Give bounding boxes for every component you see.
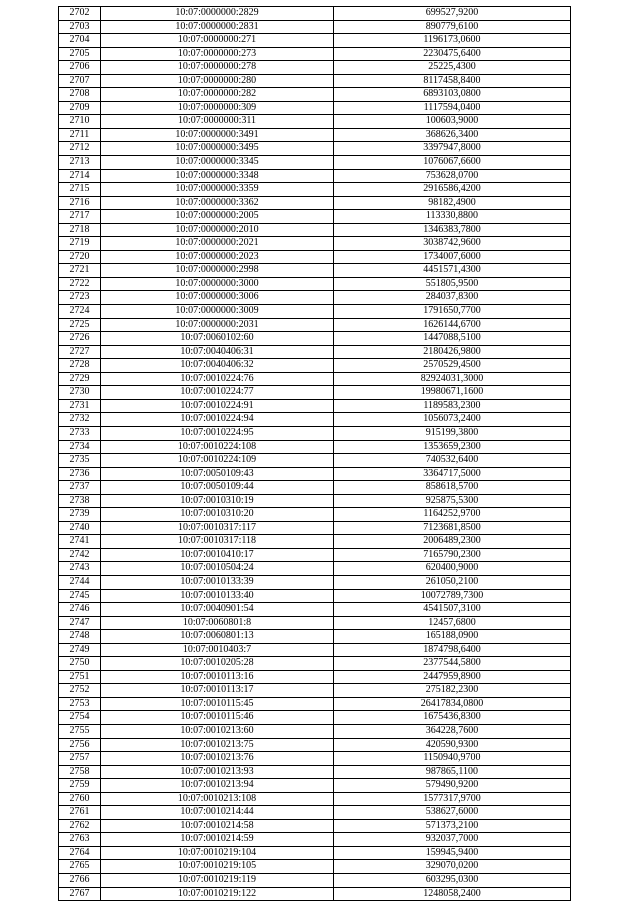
row-number-cell: 2713 [59, 156, 101, 170]
table-row [59, 305, 571, 319]
cadastral-number-cell: 10:07:0060102:60 [101, 332, 334, 346]
table-row [59, 603, 571, 617]
row-number-cell: 2745 [59, 589, 101, 603]
value-cell: 19980671,1600 [334, 386, 571, 400]
table-row [59, 128, 571, 142]
table-row [59, 183, 571, 197]
value-cell: 4451571,4300 [334, 264, 571, 278]
row-number-cell: 2733 [59, 426, 101, 440]
cadastral-number-cell: 10:07:0000000:3006 [101, 291, 334, 305]
row-number-cell: 2761 [59, 806, 101, 820]
table-row [59, 616, 571, 630]
value-cell: 2570529,4500 [334, 359, 571, 373]
value-cell: 113330,8800 [334, 210, 571, 224]
cadastral-number-cell: 10:07:0010504:24 [101, 562, 334, 576]
table-row [59, 74, 571, 88]
cadastral-number-cell: 10:07:0000000:280 [101, 74, 334, 88]
cadastral-number-cell: 10:07:0010224:76 [101, 372, 334, 386]
value-cell: 551805,9500 [334, 277, 571, 291]
row-number-cell: 2735 [59, 454, 101, 468]
row-number-cell: 2750 [59, 657, 101, 671]
row-number-cell: 2740 [59, 521, 101, 535]
value-cell: 1117594,0400 [334, 101, 571, 115]
table-row [59, 548, 571, 562]
row-number-cell: 2716 [59, 196, 101, 210]
cadastral-number-cell: 10:07:0010213:93 [101, 765, 334, 779]
value-cell: 4541507,3100 [334, 603, 571, 617]
row-number-cell: 2722 [59, 277, 101, 291]
row-number-cell: 2708 [59, 88, 101, 102]
value-cell: 420590,9300 [334, 738, 571, 752]
table-row [59, 752, 571, 766]
row-number-cell: 2739 [59, 508, 101, 522]
value-cell: 571373,2100 [334, 819, 571, 833]
table-row [59, 887, 571, 901]
table-row [59, 846, 571, 860]
row-number-cell: 2711 [59, 128, 101, 142]
value-cell: 2006489,2300 [334, 535, 571, 549]
value-cell: 2180426,9800 [334, 345, 571, 359]
value-cell: 98182,4900 [334, 196, 571, 210]
cadastral-number-cell: 10:07:0000000:2829 [101, 7, 334, 21]
table-row [59, 345, 571, 359]
cadastral-number-cell: 10:07:0040406:32 [101, 359, 334, 373]
row-number-cell: 2751 [59, 670, 101, 684]
row-number-cell: 2712 [59, 142, 101, 156]
table-row [59, 359, 571, 373]
table-row [59, 61, 571, 75]
row-number-cell: 2744 [59, 575, 101, 589]
document-page [58, 6, 570, 901]
value-cell: 261050,2100 [334, 575, 571, 589]
value-cell: 1076067,6600 [334, 156, 571, 170]
table-row [59, 115, 571, 129]
cadastral-number-cell: 10:07:0000000:309 [101, 101, 334, 115]
value-cell: 329070,0200 [334, 860, 571, 874]
value-cell: 925875,5300 [334, 494, 571, 508]
row-number-cell: 2724 [59, 305, 101, 319]
value-cell: 1791650,7700 [334, 305, 571, 319]
cadastral-number-cell: 10:07:0050109:44 [101, 481, 334, 495]
table-row [59, 494, 571, 508]
cadastral-number-cell: 10:07:0000000:2023 [101, 250, 334, 264]
row-number-cell: 2752 [59, 684, 101, 698]
table-row [59, 372, 571, 386]
cadastral-number-cell: 10:07:0000000:2831 [101, 20, 334, 34]
row-number-cell: 2763 [59, 833, 101, 847]
cadastral-number-cell: 10:07:0010213:60 [101, 724, 334, 738]
table-row [59, 765, 571, 779]
row-number-cell: 2754 [59, 711, 101, 725]
value-cell: 1189583,2300 [334, 399, 571, 413]
cadastral-number-cell: 10:07:0000000:3495 [101, 142, 334, 156]
table-row [59, 860, 571, 874]
table-row [59, 291, 571, 305]
table-row [59, 467, 571, 481]
table-row [59, 874, 571, 888]
cadastral-number-cell: 10:07:0010224:109 [101, 454, 334, 468]
table-row [59, 833, 571, 847]
table-row [59, 575, 571, 589]
cadastral-number-cell: 10:07:0010133:39 [101, 575, 334, 589]
table-row [59, 589, 571, 603]
table-row [59, 738, 571, 752]
value-cell: 7165790,2300 [334, 548, 571, 562]
table-row [59, 34, 571, 48]
row-number-cell: 2741 [59, 535, 101, 549]
value-cell: 2377544,5800 [334, 657, 571, 671]
row-number-cell: 2736 [59, 467, 101, 481]
row-number-cell: 2727 [59, 345, 101, 359]
table-row [59, 332, 571, 346]
table-row [59, 792, 571, 806]
value-cell: 699527,9200 [334, 7, 571, 21]
row-number-cell: 2764 [59, 846, 101, 860]
value-cell: 1150940,9700 [334, 752, 571, 766]
cadastral-number-cell: 10:07:0000000:278 [101, 61, 334, 75]
table-row [59, 508, 571, 522]
cadastral-number-cell: 10:07:0000000:3348 [101, 169, 334, 183]
value-cell: 1577317,9700 [334, 792, 571, 806]
table-row [59, 440, 571, 454]
value-cell: 3038742,9600 [334, 237, 571, 251]
cadastral-number-cell: 10:07:0010219:105 [101, 860, 334, 874]
cadastral-number-cell: 10:07:0050109:43 [101, 467, 334, 481]
value-cell: 1447088,5100 [334, 332, 571, 346]
cadastral-number-cell: 10:07:0060801:8 [101, 616, 334, 630]
value-cell: 1196173,0600 [334, 34, 571, 48]
value-cell: 915199,3800 [334, 426, 571, 440]
cadastral-number-cell: 10:07:0000000:3009 [101, 305, 334, 319]
table-row [59, 7, 571, 21]
row-number-cell: 2715 [59, 183, 101, 197]
row-number-cell: 2747 [59, 616, 101, 630]
row-number-cell: 2753 [59, 697, 101, 711]
row-number-cell: 2721 [59, 264, 101, 278]
value-cell: 1353659,2300 [334, 440, 571, 454]
cadastral-number-cell: 10:07:0060801:13 [101, 630, 334, 644]
value-cell: 368626,3400 [334, 128, 571, 142]
cadastral-number-cell: 10:07:0000000:3000 [101, 277, 334, 291]
value-cell: 603295,0300 [334, 874, 571, 888]
row-number-cell: 2757 [59, 752, 101, 766]
value-cell: 284037,8300 [334, 291, 571, 305]
row-number-cell: 2702 [59, 7, 101, 21]
cadastral-number-cell: 10:07:0010317:118 [101, 535, 334, 549]
table-row [59, 101, 571, 115]
table-row [59, 481, 571, 495]
row-number-cell: 2717 [59, 210, 101, 224]
cadastral-number-cell: 10:07:0010310:19 [101, 494, 334, 508]
value-cell: 858618,5700 [334, 481, 571, 495]
cadastral-number-cell: 10:07:0010214:44 [101, 806, 334, 820]
table-row [59, 386, 571, 400]
value-cell: 1248058,2400 [334, 887, 571, 901]
table-row [59, 630, 571, 644]
value-cell: 1874798,6400 [334, 643, 571, 657]
row-number-cell: 2766 [59, 874, 101, 888]
row-number-cell: 2710 [59, 115, 101, 129]
cadastral-number-cell: 10:07:0010224:108 [101, 440, 334, 454]
cadastral-number-cell: 10:07:0040901:54 [101, 603, 334, 617]
row-number-cell: 2719 [59, 237, 101, 251]
table-row [59, 779, 571, 793]
row-number-cell: 2728 [59, 359, 101, 373]
row-number-cell: 2731 [59, 399, 101, 413]
cadastral-number-cell: 10:07:0010205:28 [101, 657, 334, 671]
cadastral-number-cell: 10:07:0010213:108 [101, 792, 334, 806]
row-number-cell: 2755 [59, 724, 101, 738]
row-number-cell: 2742 [59, 548, 101, 562]
table-row [59, 426, 571, 440]
table-row [59, 88, 571, 102]
table-row [59, 47, 571, 61]
row-number-cell: 2720 [59, 250, 101, 264]
row-number-cell: 2707 [59, 74, 101, 88]
row-number-cell: 2749 [59, 643, 101, 657]
table-row [59, 399, 571, 413]
table-row [59, 454, 571, 468]
value-cell: 165188,0900 [334, 630, 571, 644]
table-row [59, 210, 571, 224]
cadastral-number-cell: 10:07:0010410:17 [101, 548, 334, 562]
table-row [59, 250, 571, 264]
cadastral-number-cell: 10:07:0000000:3345 [101, 156, 334, 170]
cadastral-number-cell: 10:07:0010224:91 [101, 399, 334, 413]
table-body [59, 7, 571, 901]
value-cell: 364228,7600 [334, 724, 571, 738]
value-cell: 10072789,7300 [334, 589, 571, 603]
row-number-cell: 2718 [59, 223, 101, 237]
cadastral-number-cell: 10:07:0000000:271 [101, 34, 334, 48]
table-row [59, 196, 571, 210]
cadastral-number-cell: 10:07:0010113:16 [101, 670, 334, 684]
value-cell: 1164252,9700 [334, 508, 571, 522]
cadastral-number-cell: 10:07:0010115:45 [101, 697, 334, 711]
row-number-cell: 2738 [59, 494, 101, 508]
row-number-cell: 2723 [59, 291, 101, 305]
cadastral-number-cell: 10:07:0010213:75 [101, 738, 334, 752]
value-cell: 26417834,0800 [334, 697, 571, 711]
table-row [59, 156, 571, 170]
table-row [59, 318, 571, 332]
table-row [59, 535, 571, 549]
table-row [59, 819, 571, 833]
value-cell: 2230475,6400 [334, 47, 571, 61]
value-cell: 3397947,8000 [334, 142, 571, 156]
row-number-cell: 2746 [59, 603, 101, 617]
table-row [59, 237, 571, 251]
row-number-cell: 2706 [59, 61, 101, 75]
cadastral-number-cell: 10:07:0000000:311 [101, 115, 334, 129]
row-number-cell: 2748 [59, 630, 101, 644]
value-cell: 159945,9400 [334, 846, 571, 860]
table-row [59, 277, 571, 291]
row-number-cell: 2734 [59, 440, 101, 454]
row-number-cell: 2726 [59, 332, 101, 346]
cadastral-number-cell: 10:07:0000000:2031 [101, 318, 334, 332]
cadastral-number-cell: 10:07:0010213:94 [101, 779, 334, 793]
table-row [59, 697, 571, 711]
cadastral-number-cell: 10:07:0000000:2005 [101, 210, 334, 224]
row-number-cell: 2759 [59, 779, 101, 793]
cadastral-number-cell: 10:07:0010403:7 [101, 643, 334, 657]
value-cell: 987865,1100 [334, 765, 571, 779]
value-cell: 1056073,2400 [334, 413, 571, 427]
cadastral-number-cell: 10:07:0000000:273 [101, 47, 334, 61]
value-cell: 12457,6800 [334, 616, 571, 630]
cadastral-number-cell: 10:07:0010214:58 [101, 819, 334, 833]
value-cell: 1626144,6700 [334, 318, 571, 332]
table-row [59, 20, 571, 34]
value-cell: 1734007,6000 [334, 250, 571, 264]
table-row [59, 169, 571, 183]
cadastral-number-cell: 10:07:0000000:282 [101, 88, 334, 102]
cadastral-number-cell: 10:07:0010133:40 [101, 589, 334, 603]
cadastral-number-cell: 10:07:0010113:17 [101, 684, 334, 698]
value-cell: 1346383,7800 [334, 223, 571, 237]
row-number-cell: 2732 [59, 413, 101, 427]
row-number-cell: 2709 [59, 101, 101, 115]
cadastral-number-cell: 10:07:0010219:122 [101, 887, 334, 901]
cadastral-number-cell: 10:07:0010310:20 [101, 508, 334, 522]
parcel-table [58, 6, 571, 901]
cadastral-number-cell: 10:07:0000000:3359 [101, 183, 334, 197]
value-cell: 620400,9000 [334, 562, 571, 576]
cadastral-number-cell: 10:07:0010224:95 [101, 426, 334, 440]
cadastral-number-cell: 10:07:0000000:2021 [101, 237, 334, 251]
table-row [59, 413, 571, 427]
value-cell: 579490,9200 [334, 779, 571, 793]
value-cell: 538627,6000 [334, 806, 571, 820]
row-number-cell: 2765 [59, 860, 101, 874]
cadastral-number-cell: 10:07:0010214:59 [101, 833, 334, 847]
table-row [59, 724, 571, 738]
cadastral-number-cell: 10:07:0010224:94 [101, 413, 334, 427]
table-row [59, 521, 571, 535]
value-cell: 100603,9000 [334, 115, 571, 129]
row-number-cell: 2756 [59, 738, 101, 752]
row-number-cell: 2704 [59, 34, 101, 48]
table-row [59, 264, 571, 278]
value-cell: 2447959,8900 [334, 670, 571, 684]
value-cell: 2916586,4200 [334, 183, 571, 197]
row-number-cell: 2703 [59, 20, 101, 34]
row-number-cell: 2743 [59, 562, 101, 576]
table-row [59, 223, 571, 237]
value-cell: 932037,7000 [334, 833, 571, 847]
table-row [59, 711, 571, 725]
cadastral-number-cell: 10:07:0040406:31 [101, 345, 334, 359]
row-number-cell: 2767 [59, 887, 101, 901]
row-number-cell: 2705 [59, 47, 101, 61]
cadastral-number-cell: 10:07:0010219:104 [101, 846, 334, 860]
cadastral-number-cell: 10:07:0000000:2010 [101, 223, 334, 237]
cadastral-number-cell: 10:07:0000000:2998 [101, 264, 334, 278]
row-number-cell: 2762 [59, 819, 101, 833]
table-row [59, 657, 571, 671]
row-number-cell: 2714 [59, 169, 101, 183]
value-cell: 8117458,8400 [334, 74, 571, 88]
cadastral-number-cell: 10:07:0010224:77 [101, 386, 334, 400]
value-cell: 25225,4300 [334, 61, 571, 75]
cadastral-number-cell: 10:07:0010115:46 [101, 711, 334, 725]
cadastral-number-cell: 10:07:0010219:119 [101, 874, 334, 888]
row-number-cell: 2730 [59, 386, 101, 400]
table-row [59, 562, 571, 576]
value-cell: 6893103,0800 [334, 88, 571, 102]
value-cell: 890779,6100 [334, 20, 571, 34]
value-cell: 753628,0700 [334, 169, 571, 183]
value-cell: 275182,2300 [334, 684, 571, 698]
row-number-cell: 2760 [59, 792, 101, 806]
value-cell: 1675436,8300 [334, 711, 571, 725]
value-cell: 3364717,5000 [334, 467, 571, 481]
cadastral-number-cell: 10:07:0000000:3491 [101, 128, 334, 142]
table-row [59, 670, 571, 684]
table-row [59, 643, 571, 657]
cadastral-number-cell: 10:07:0000000:3362 [101, 196, 334, 210]
table-row [59, 142, 571, 156]
table-row [59, 684, 571, 698]
cadastral-number-cell: 10:07:0010213:76 [101, 752, 334, 766]
table-row [59, 806, 571, 820]
row-number-cell: 2729 [59, 372, 101, 386]
row-number-cell: 2737 [59, 481, 101, 495]
cadastral-number-cell: 10:07:0010317:117 [101, 521, 334, 535]
value-cell: 740532,6400 [334, 454, 571, 468]
value-cell: 82924031,3000 [334, 372, 571, 386]
row-number-cell: 2758 [59, 765, 101, 779]
value-cell: 7123681,8500 [334, 521, 571, 535]
row-number-cell: 2725 [59, 318, 101, 332]
